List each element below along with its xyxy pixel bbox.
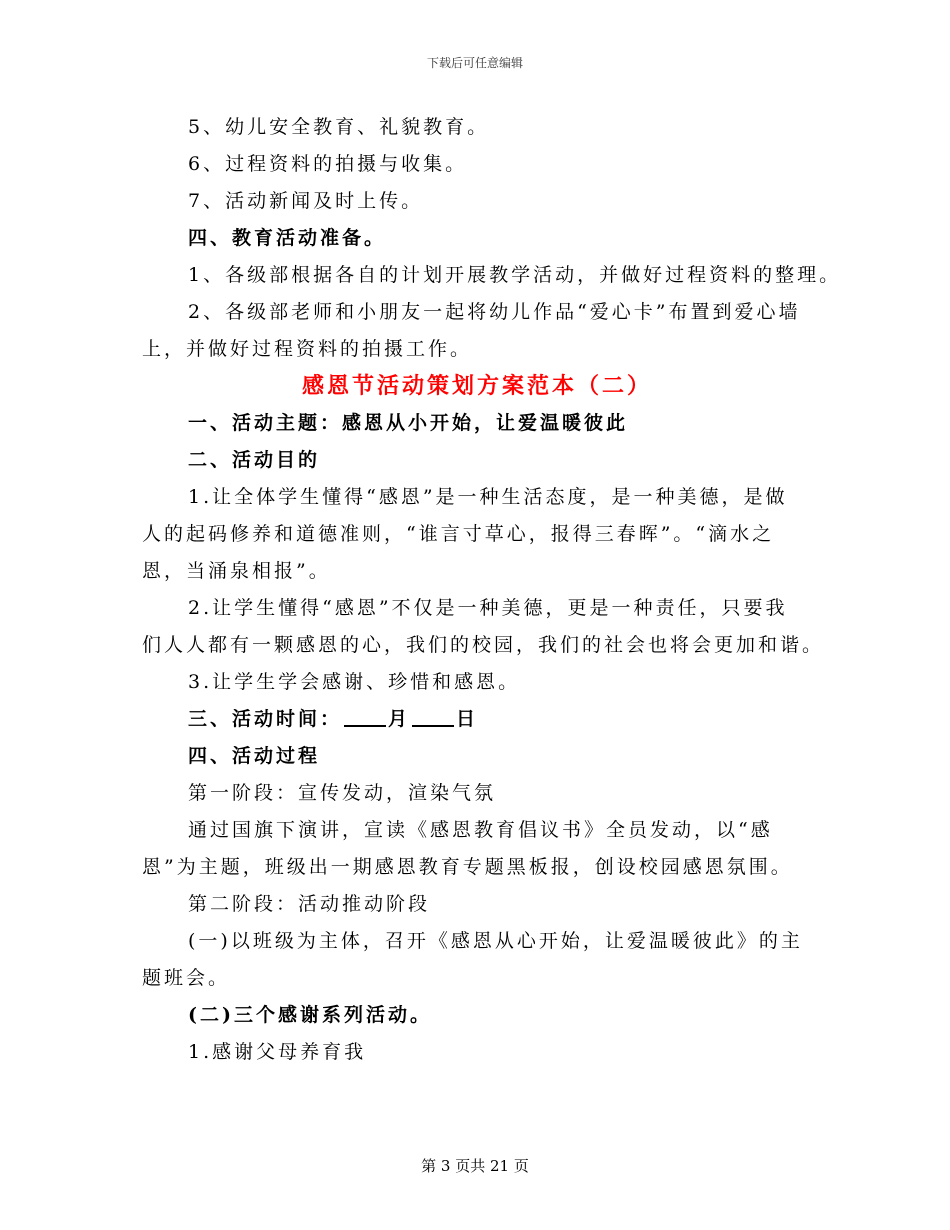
paragraph: 3.让学生学会感谢、珍惜和感恩。: [188, 671, 521, 693]
list-item: 1、各级部根据各自的计划开展教学活动，并做好过程资料的整理。: [188, 264, 842, 286]
day-blank: [412, 703, 454, 727]
list-item: 7、活动新闻及时上传。: [188, 190, 424, 212]
paragraph-continuation: 恩”为主题，班级出一期感恩教育专题黑板报，创设校园感恩氛围。: [142, 856, 793, 878]
section-heading: 四、活动过程: [188, 745, 321, 767]
stage-heading: 第二阶段：活动推动阶段: [188, 893, 431, 915]
section-heading-time: [142, 700, 812, 737]
section-heading: (二)三个感谢系列活动。: [188, 1004, 432, 1026]
paragraph: (一)以班级为主体，召开《感恩从心开始，让爱温暖彼此》的主: [188, 930, 803, 952]
section-heading: 四、教育活动准备。: [188, 227, 387, 249]
document-title: 感恩节活动策划方案范本（二）: [301, 373, 652, 399]
page-header: 下载后可任意编辑: [426, 56, 523, 70]
list-item: 5、幼儿安全教育、礼貌教育。: [188, 116, 490, 138]
paragraph: 2.让学生懂得“感恩”不仅是一种美德，更是一种责任，只要我: [188, 597, 788, 619]
paragraph-continuation: 恩，当涌泉相报”。: [142, 560, 331, 582]
paragraph-continuation: 人的起码修养和道德准则，“谁言寸草心，报得三春晖”。“滴水之: [142, 523, 775, 545]
list-item: 6、过程资料的拍摄与收集。: [188, 153, 468, 175]
paragraph: 通过国旗下演讲，宣读《感恩教育倡议书》全员发动，以“感: [188, 819, 773, 841]
time-label: 三、活动时间：: [188, 708, 343, 730]
list-item: 1.感谢父母养育我: [188, 1041, 367, 1063]
section-heading: 二、活动目的: [188, 449, 321, 471]
paragraph-continuation: 题班会。: [142, 967, 231, 989]
list-item: 2、各级部老师和小朋友一起将幼儿作品“爱心卡”布置到爱心墙: [188, 301, 801, 323]
month-label: 月: [388, 708, 411, 730]
document-body: [142, 108, 842, 1070]
paragraph-continuation: 上，并做好过程资料的拍摄工作。: [142, 338, 473, 360]
stage-heading: 第一阶段：宣传发动，渲染气氛: [188, 782, 497, 804]
paragraph: 1.让全体学生懂得“感恩”是一种生活态度，是一种美德，是做: [188, 486, 788, 508]
section-heading: 一、活动主题：感恩从小开始，让爱温暖彼此: [188, 412, 629, 434]
day-label: 日: [456, 708, 479, 730]
paragraph-continuation: 们人人都有一颗感恩的心，我们的校园，我们的社会也将会更加和谐。: [142, 634, 825, 656]
page-footer: 第 3 页共 21 页: [421, 1157, 529, 1175]
month-blank: [344, 703, 386, 727]
